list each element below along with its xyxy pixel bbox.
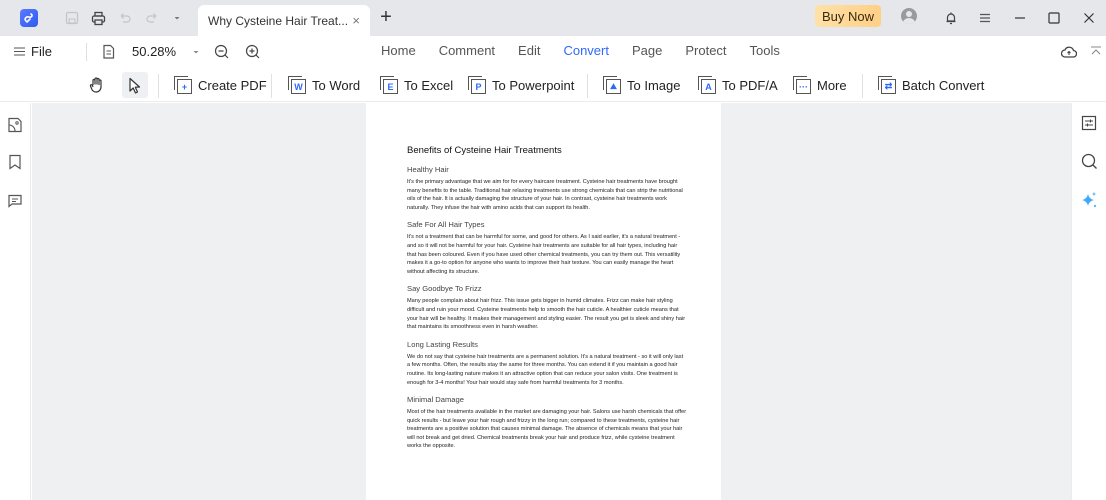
- quick-access-dropdown-icon[interactable]: [168, 9, 186, 27]
- powerpoint-icon: P: [468, 76, 486, 94]
- zoom-dropdown-icon[interactable]: [187, 43, 205, 61]
- word-icon: W: [288, 76, 306, 94]
- select-tool-button[interactable]: [122, 72, 148, 98]
- more-icon: ···: [793, 76, 811, 94]
- create-pdf-label: Create PDF: [198, 77, 267, 93]
- bookmark-icon[interactable]: [6, 153, 24, 171]
- section-heading: Say Goodbye To Frizz: [407, 284, 482, 294]
- tab-edit[interactable]: Edit: [518, 43, 541, 58]
- ai-assistant-sparkle-icon[interactable]: [1080, 191, 1098, 209]
- to-image-label: To Image: [627, 77, 681, 93]
- to-pdfa-button[interactable]: [698, 72, 778, 98]
- file-label: File: [31, 44, 52, 59]
- zoom-in-icon[interactable]: [244, 43, 262, 61]
- left-sidebar: [0, 103, 31, 500]
- page-view-icon[interactable]: [100, 43, 118, 61]
- excel-icon: E: [380, 76, 398, 94]
- tab-close-icon[interactable]: ×: [352, 13, 360, 28]
- thumbnails-icon[interactable]: [6, 116, 24, 134]
- to-excel-button[interactable]: [380, 72, 453, 98]
- pdfa-icon: A: [698, 76, 716, 94]
- document-title: Benefits of Cysteine Hair Treatments: [407, 145, 562, 156]
- right-sidebar: [1071, 103, 1106, 500]
- cloud-upload-icon[interactable]: [1060, 43, 1078, 61]
- title-bar: [0, 0, 1106, 36]
- divider: [158, 74, 159, 98]
- batch-convert-label: Batch Convert: [902, 77, 985, 93]
- hand-icon: [88, 76, 106, 94]
- tab-tools[interactable]: Tools: [749, 43, 780, 58]
- close-window-icon[interactable]: [1080, 9, 1098, 27]
- tab-home[interactable]: Home: [381, 43, 416, 58]
- section-body: It's not a treatment that can be harmful for some, and good for others. As I said earlier, it's a natural treatment - and so it will not be harmful for your hair. Cysteine hair treatments are suitable for all hair types, including hair that has been coloured. Even if you have used other chemical treatments, you can try them out. This versatility makes it a go-to option for anyone who wants to improve their hair texture. You can easily manage the heart without affecting its structure.: [407, 234, 681, 275]
- section-heading: Minimal Damage: [407, 395, 464, 405]
- tab-page[interactable]: Page: [631, 43, 663, 58]
- buy-now-button[interactable]: Buy Now: [815, 5, 881, 27]
- section-heading: Healthy Hair: [407, 165, 449, 174]
- to-word-button[interactable]: [288, 72, 360, 98]
- image-icon: ⛰: [603, 76, 621, 94]
- to-excel-label: To Excel: [404, 77, 454, 93]
- comments-panel-icon[interactable]: [6, 192, 24, 210]
- divider: [587, 74, 588, 98]
- divider: [86, 43, 87, 61]
- user-avatar-icon[interactable]: [901, 8, 917, 24]
- file-menu-button[interactable]: [14, 44, 52, 59]
- section-body: Most of the hair treatments available in the market are damaging your hair. Salons use harsh chemicals that offer quick results - but leave your hair rough and frizzy in the long run; compared to these treatments, cysteine hair treatments are a positive solution that causes minimal damage. The absence of chemicals means that your hair will not break and get dried. Chemical treatments break your hair and produce frizz, while cysteine treatment works the opposite.: [407, 409, 687, 450]
- to-word-label: To Word: [312, 77, 361, 93]
- divider: [862, 74, 863, 98]
- divider: [271, 74, 272, 98]
- batch-convert-icon: ⇄: [878, 76, 896, 94]
- section-body: Many people complain about hair frizz. This issue gets bigger in humid climates. Frizz can make hair styling difficult and ruin your mood. Cysteine treatments help to smooth the hair cuticle. A healthier cuticle means that your hair will be healthy. It makes their management and styling easier. The result you get is sleek and shiny hair that maintains its smoothness even in harsh weather.: [407, 298, 686, 331]
- redo-icon[interactable]: [143, 9, 161, 27]
- new-tab-button[interactable]: +: [380, 6, 392, 28]
- hand-tool-button[interactable]: [88, 72, 106, 98]
- to-powerpoint-button[interactable]: [468, 72, 574, 98]
- to-image-button[interactable]: [603, 72, 680, 98]
- document-tab[interactable]: [198, 5, 370, 36]
- to-powerpoint-label: To Powerpoint: [492, 77, 575, 93]
- batch-convert-button[interactable]: [878, 72, 984, 98]
- cursor-arrow-icon: [128, 77, 142, 94]
- menu-lines-icon: [14, 46, 25, 57]
- minimize-icon[interactable]: [1011, 9, 1029, 27]
- collapse-ribbon-icon[interactable]: [1087, 43, 1105, 61]
- pdf-page[interactable]: [366, 103, 721, 500]
- document-content: [407, 145, 687, 459]
- notification-bell-icon[interactable]: [942, 9, 960, 27]
- zoom-level-field[interactable]: 50.28%: [132, 44, 177, 59]
- menu-bar: [0, 36, 1106, 68]
- more-formats-button[interactable]: [793, 72, 847, 98]
- tab-comment[interactable]: Comment: [438, 43, 496, 58]
- tab-protect[interactable]: Protect: [685, 43, 727, 58]
- main-tabs: [373, 43, 795, 63]
- tab-convert[interactable]: Convert: [555, 43, 617, 63]
- print-icon[interactable]: [89, 9, 107, 27]
- section-body: It's the primary advantage that we aim for for every haircare treatment. Cysteine hair treatments have brought many benefits to the table. Traditional hair relaxing treatments use strong chemicals that can strip the nutritional oils of the hair. It is actually damaging the structure of your hair. In contrast, cysteine hair treatments work naturally. They infuse the hair with amino acids that can support its health.: [407, 179, 683, 211]
- hamburger-menu-icon[interactable]: [976, 9, 994, 27]
- maximize-icon[interactable]: [1045, 9, 1063, 27]
- create-pdf-icon: +: [174, 76, 192, 94]
- section-heading: Safe For All Hair Types: [407, 220, 485, 230]
- save-icon[interactable]: [63, 9, 81, 27]
- section-body: We do not say that cysteine hair treatments are a permanent solution. It's a natural treatment - so it will only last a few months. Often, the results stay the same for three months. You can extend it if you maintain a good hair routine. Its long-lasting nature makes it an attractive option that can reduce your salon visits. One treatment is enough for 3-4 months! Your hair would stay safe from harmful treatments for 3 months.: [407, 353, 684, 386]
- section-heading: Long Lasting Results: [407, 339, 478, 349]
- properties-panel-icon[interactable]: [1080, 114, 1098, 132]
- tab-title: Why Cysteine Hair Treat...: [208, 13, 349, 28]
- more-label: More: [817, 77, 847, 93]
- zoom-out-icon[interactable]: [213, 43, 231, 61]
- create-pdf-button[interactable]: [174, 72, 267, 98]
- app-logo-icon[interactable]: [20, 9, 38, 27]
- search-icon[interactable]: [1080, 152, 1098, 170]
- to-pdfa-label: To PDF/A: [722, 77, 778, 93]
- undo-icon[interactable]: [116, 9, 134, 27]
